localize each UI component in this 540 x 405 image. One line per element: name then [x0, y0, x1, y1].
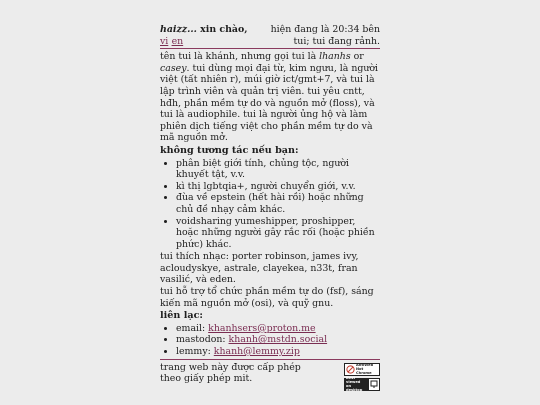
no-interact-heading: không tương tác nếu bạn: [160, 144, 299, 156]
badge-line: Not Chrome [356, 367, 372, 376]
contact-mastodon [176, 334, 380, 346]
badge-line: AntiWeb [356, 363, 374, 368]
alias-casey: casey [160, 62, 187, 74]
alias-lhanhs: lhanhs [319, 51, 351, 63]
list-item: • đùa về epstein (hết hài rồi) hoặc những chủ đề nhạy cảm khác. [176, 192, 380, 215]
greeting-word: haizz... [160, 24, 197, 35]
badge-line: on desktop [346, 384, 363, 393]
contact-list [160, 323, 380, 358]
list-item: • phân biệt giới tính, chủng tộc, người khuyết tật, v.v. [176, 158, 380, 181]
page-content [160, 24, 380, 391]
greeting [160, 24, 252, 47]
badges [344, 363, 380, 391]
contact-email [176, 323, 380, 335]
lang-vi-link[interactable]: vi [160, 35, 169, 47]
contact-label: mastodon: [176, 334, 229, 346]
list-item: • voidsharing yumeshipper, proshipper, hoặc những người gây rắc rối (hoặc phiền phức) khác. [176, 216, 380, 251]
contact-lemmy [176, 346, 380, 358]
header [160, 24, 380, 47]
status-text: hiện đang là 20:34 bên tui; tui đang rảnh. [270, 24, 380, 47]
contact-label: email: [176, 322, 209, 334]
support-paragraph: tui hỗ trợ tổ chức phần mềm tự do (fsf), sáng kiến mã nguồn mở (osi), và quỹ gnu. [160, 286, 374, 309]
list-item: • kì thị lgbtqia+, người chuyển giới, v.v. [176, 181, 380, 193]
intro-text-3: . tui dùng mọi đại từ, kim ngưu, là người việt (tất nhiên r), múi giờ ict/gmt+7, và tui là lập trình viên và quản trị viên. tui yêu cntt, hđh, phần mềm tự do và nguồn mở (floss), và tui là audiophile. tui là người ủng hộ và làm phiên dịch tiếng việt cho phần mềm tự do và mã nguồn mở. [160, 62, 379, 144]
email-link[interactable]: khanhsers@proton.me [208, 322, 316, 334]
greeting-rest: xin chào, [196, 24, 248, 35]
desktop-icon [369, 379, 379, 390]
antiweb-badge[interactable] [344, 363, 380, 376]
intro-paragraph [160, 51, 380, 144]
contact-label: lemmy: [176, 346, 214, 358]
no-chrome-icon [345, 364, 355, 375]
contact-heading: liên lạc: [160, 310, 203, 322]
lemmy-link[interactable]: khanh@lemmy.zip [213, 346, 300, 358]
desktop-badge[interactable] [344, 378, 380, 391]
no-interact-list [160, 158, 380, 251]
badge-line: Best viewed [346, 376, 361, 385]
header-divider [160, 48, 380, 49]
intro-text-2: or [350, 51, 364, 63]
mastodon-link[interactable]: khanh@mstdn.social [228, 334, 328, 346]
license-text: trang web này được cấp phép theo giấy phép mit. [160, 361, 301, 385]
music-paragraph: tui thích nhạc: porter robinson, james ivy, acloudyskye, astrale, clayekea, n33t, fran vasilić, và eden. [160, 251, 359, 286]
footer-divider [160, 359, 380, 360]
lang-en-link[interactable]: en [171, 35, 184, 47]
intro-text-1: tên tui là khánh, nhưng gọi tui là [160, 51, 320, 63]
footer [160, 362, 380, 391]
